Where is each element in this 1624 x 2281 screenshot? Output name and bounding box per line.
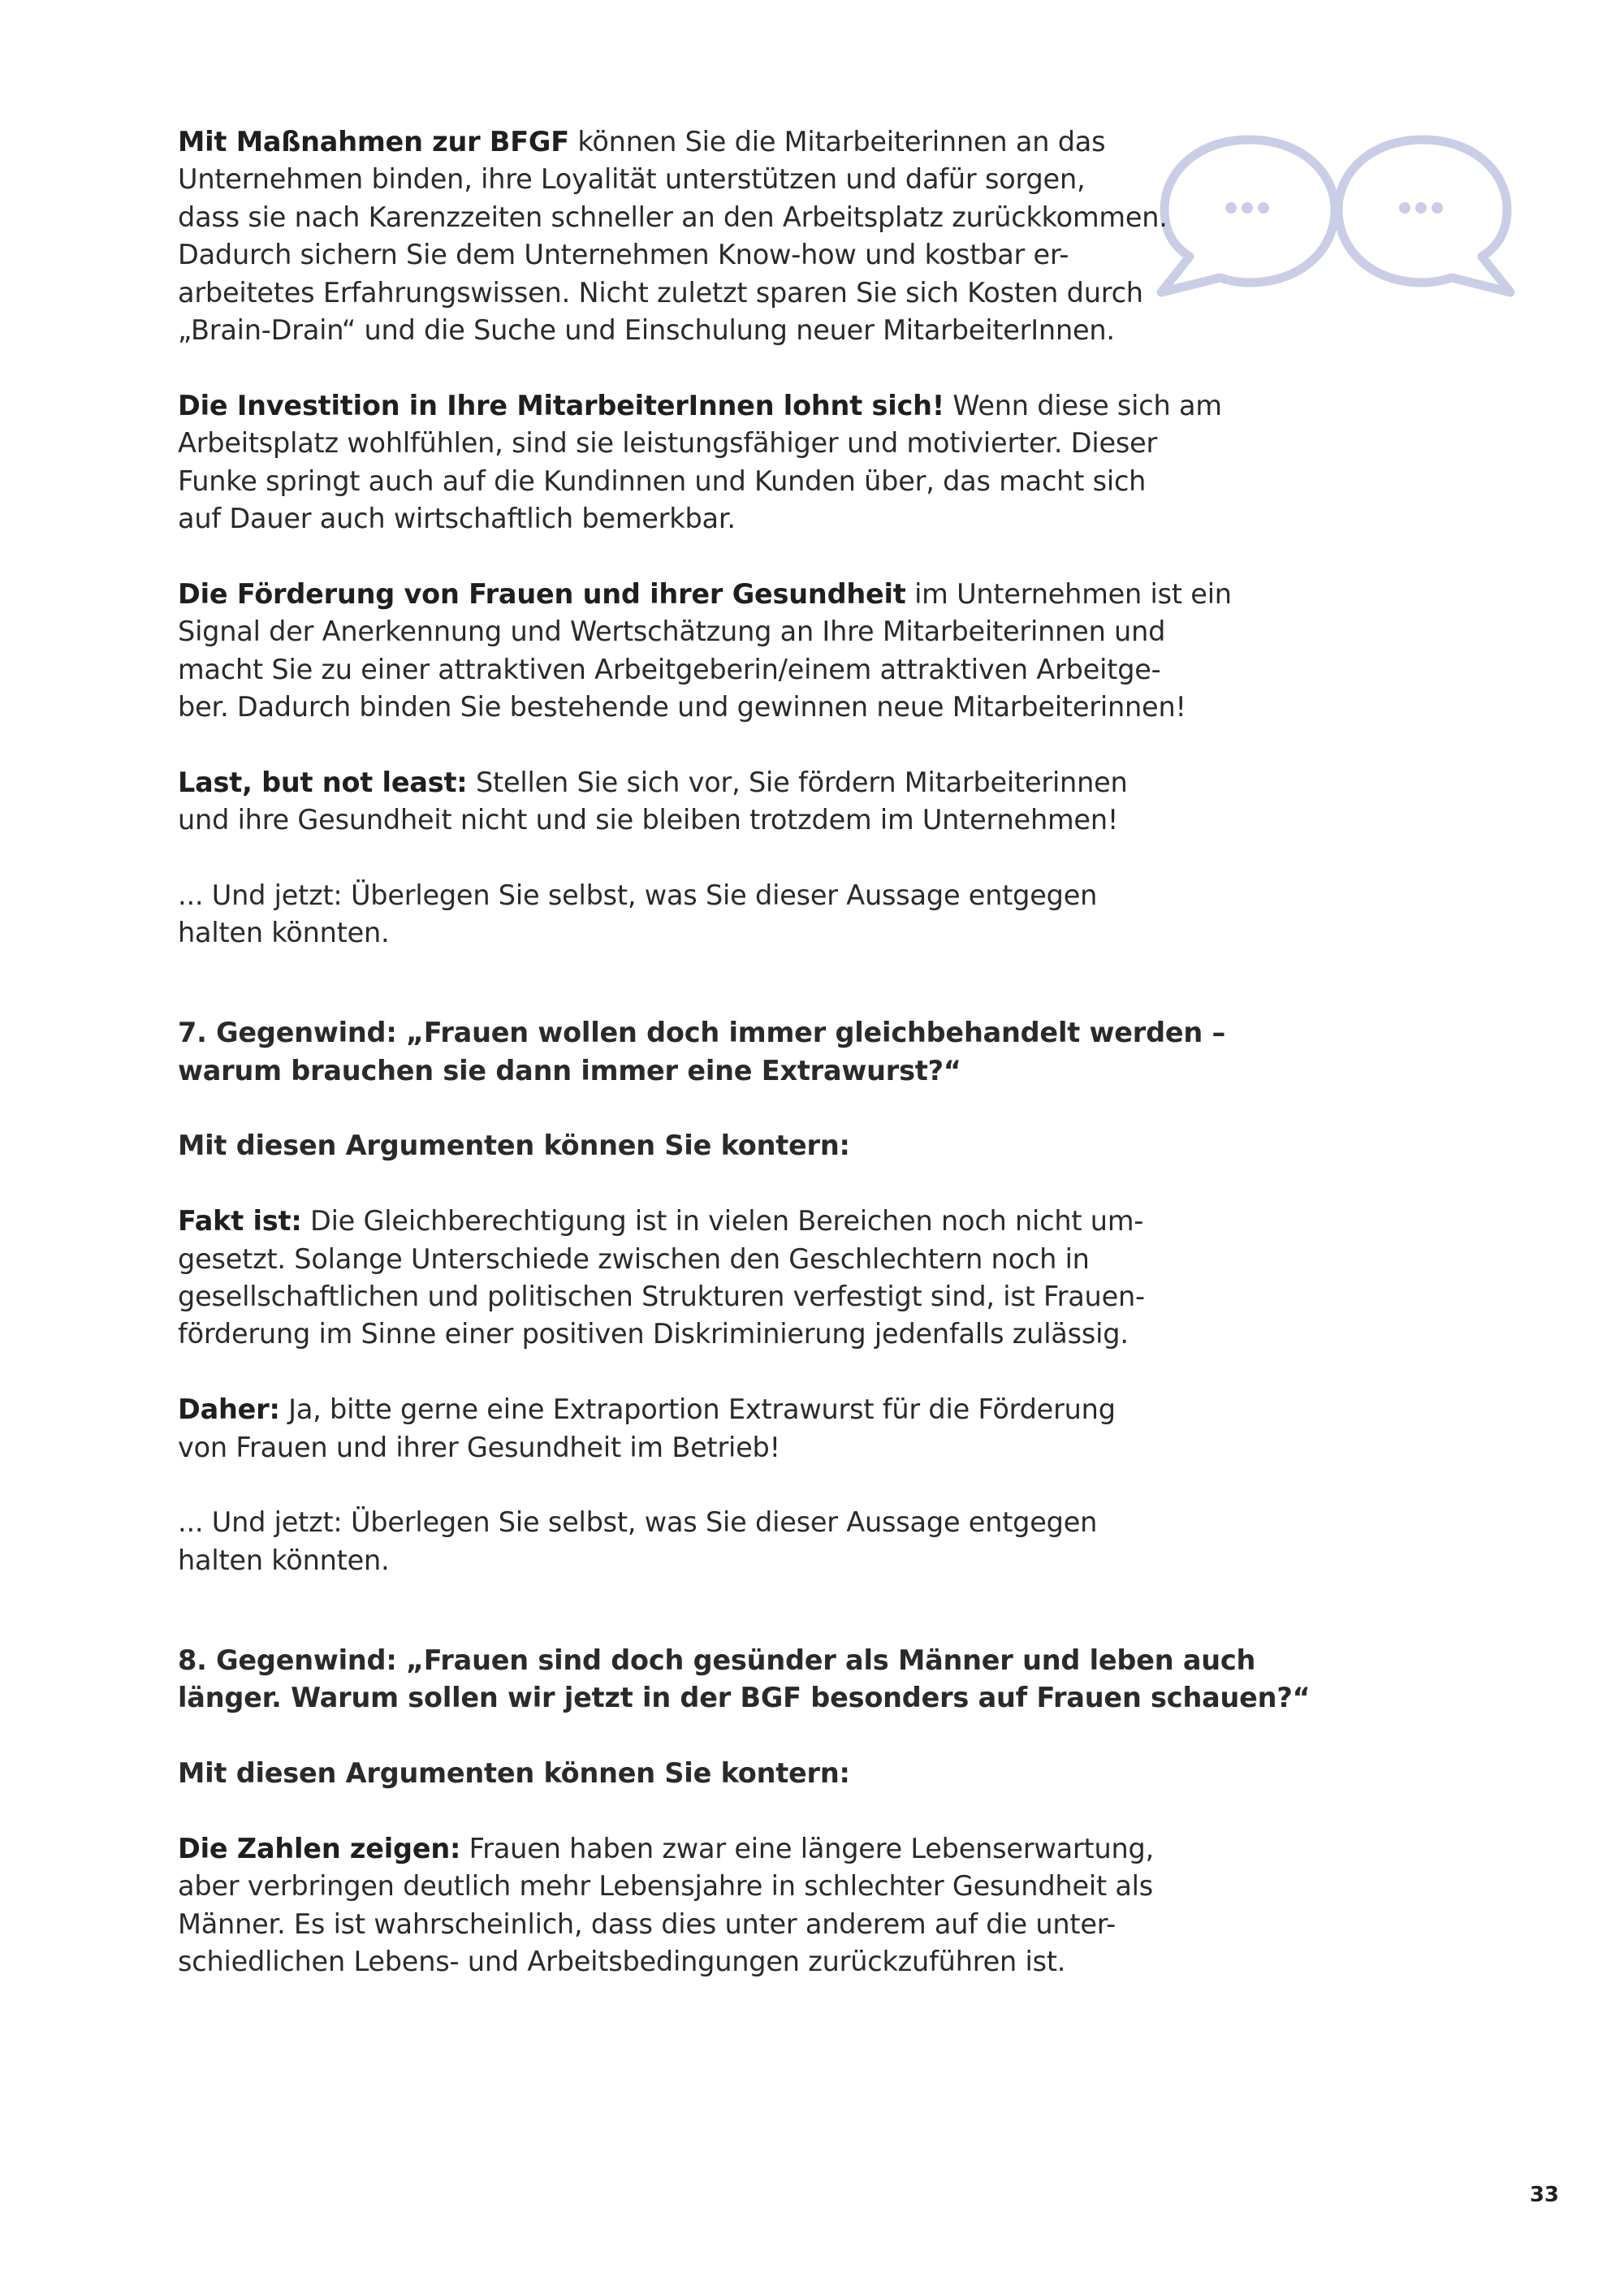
body-line: halten könnten. bbox=[178, 917, 390, 949]
body-line: Signal der Anerkennung und Wertschätzung an Ihre Mitarbeiterinnen und bbox=[178, 616, 1166, 648]
body-line: Funke springt auch auf die Kundinnen und Kunden über, das macht sich bbox=[178, 464, 1147, 497]
body-line: auf Dauer auch wirtschaftlich bemerkbar. bbox=[178, 503, 736, 535]
paragraph-reflection bbox=[178, 1504, 1104, 1579]
heading-line: 8. Gegenwind: „Frauen sind doch gesünder als Männer und leben auch bbox=[178, 1644, 1256, 1676]
paragraph-therefore bbox=[178, 1391, 1116, 1467]
body-line: halten könnten. bbox=[178, 1544, 390, 1576]
subheading-line: Mit diesen Argumenten können Sie kontern: bbox=[178, 1756, 850, 1789]
paragraph-investment bbox=[178, 387, 1222, 538]
body-line: „Brain-Drain“ und die Suche und Einschulung neuer MitarbeiterInnen. bbox=[178, 314, 1115, 347]
section-7-heading bbox=[178, 1014, 1226, 1090]
body-line: förderung im Sinne einer positiven Diskriminierung jedenfalls zulässig. bbox=[178, 1318, 1129, 1350]
subheading-line: Mit diesen Argumenten können Sie kontern: bbox=[178, 1130, 850, 1162]
heading-line: warum brauchen sie dann immer eine Extrawurst?“ bbox=[178, 1054, 961, 1086]
body-line: gesellschaftlichen und politischen Strukturen verfestigt sind, ist Frauen- bbox=[178, 1281, 1145, 1313]
body-line: im Unternehmen ist ein bbox=[905, 577, 1232, 610]
paragraph-promotion bbox=[178, 576, 1232, 727]
body-line: ... Und jetzt: Überlegen Sie selbst, was Sie dieser Aussage entgegen bbox=[178, 1506, 1098, 1539]
body-line: Arbeitsplatz wohlfühlen, sind sie leistungsfähiger und motivierter. Dieser bbox=[178, 427, 1158, 460]
body-line: ber. Dadurch binden Sie bestehende und gewinnen neue Mitarbeiterinnen! bbox=[178, 691, 1186, 724]
lead-text: Daher: bbox=[178, 1393, 280, 1426]
body-line: Männer. Es ist wahrscheinlich, dass dies unter anderem auf die unter- bbox=[178, 1907, 1116, 1940]
body-line: schiedlichen Lebens- und Arbeitsbedingungen zurückzuführen ist. bbox=[178, 1945, 1066, 1977]
paragraph-reflection bbox=[178, 877, 1104, 953]
body-line: Die Gleichberechtigung ist in vielen Bereichen noch nicht um- bbox=[301, 1205, 1144, 1238]
lead-text: Die Investition in Ihre MitarbeiterInnen lohnt sich! bbox=[178, 389, 944, 421]
body-line: arbeitetes Erfahrungswissen. Nicht zuletzt sparen Sie sich Kosten durch bbox=[178, 276, 1143, 309]
body-line: Unternehmen binden, ihre Loyalität unterstützen und dafür sorgen, bbox=[178, 163, 1086, 196]
paragraph-last-but-not-least bbox=[178, 764, 1128, 840]
lead-text: Mit Maßnahmen zur BFGF bbox=[178, 126, 569, 158]
speech-bubbles-icon bbox=[1153, 130, 1535, 305]
paragraph-fact bbox=[178, 1203, 1145, 1354]
section-8-heading bbox=[178, 1642, 1311, 1717]
lead-text: Die Zahlen zeigen: bbox=[178, 1832, 461, 1864]
body-line: dass sie nach Karenzzeiten schneller an den Arbeitsplatz zurückkommen. bbox=[178, 201, 1168, 233]
body-line: aber verbringen deutlich mehr Lebensjahre in schlechter Gesundheit als bbox=[178, 1870, 1154, 1903]
body-line: können Sie die Mitarbeiterinnen an das bbox=[568, 126, 1106, 158]
lead-text: Die Förderung von Frauen und ihrer Gesundheit bbox=[178, 577, 906, 610]
lead-text: Fakt ist: bbox=[178, 1205, 302, 1238]
page-number: 33 bbox=[1529, 2183, 1559, 2207]
body-line: und ihre Gesundheit nicht und sie bleiben trotzdem im Unternehmen! bbox=[178, 804, 1119, 836]
section-spacer bbox=[178, 990, 1104, 1014]
section-8-subheading bbox=[178, 1755, 1104, 1792]
lead-text: Last, but not least: bbox=[178, 766, 468, 798]
body-line: von Frauen und ihrer Gesundheit im Betrieb! bbox=[178, 1431, 780, 1463]
main-content bbox=[178, 123, 1311, 2019]
body-line: Wenn diese sich am bbox=[944, 389, 1222, 421]
section-7-subheading bbox=[178, 1127, 1104, 1164]
body-line: Ja, bitte gerne eine Extraportion Extrawurst für die Förderung bbox=[279, 1393, 1116, 1426]
body-line: gesetzt. Solange Unterschiede zwischen den Geschlechtern noch in bbox=[178, 1242, 1090, 1275]
heading-line: länger. Warum sollen wir jetzt in der BGF besonders auf Frauen schauen?“ bbox=[178, 1682, 1311, 1714]
section-spacer bbox=[178, 1618, 1104, 1642]
heading-line: 7. Gegenwind: „Frauen wollen doch immer gleichbehandelt werden – bbox=[178, 1017, 1226, 1049]
body-line: Frauen haben zwar eine längere Lebenserwartung, bbox=[460, 1832, 1155, 1864]
paragraph-bfgf-measures bbox=[178, 123, 1168, 349]
body-line: Dadurch sichern Sie dem Unternehmen Know-how und kostbar er- bbox=[178, 239, 1069, 271]
body-line: Stellen Sie sich vor, Sie fördern Mitarbeiterinnen bbox=[467, 766, 1128, 798]
body-line: macht Sie zu einer attraktiven Arbeitgeberin/einem attraktiven Arbeitge- bbox=[178, 653, 1161, 685]
body-line: ... Und jetzt: Überlegen Sie selbst, was Sie dieser Aussage entgegen bbox=[178, 879, 1098, 912]
paragraph-numbers bbox=[178, 1830, 1155, 1981]
